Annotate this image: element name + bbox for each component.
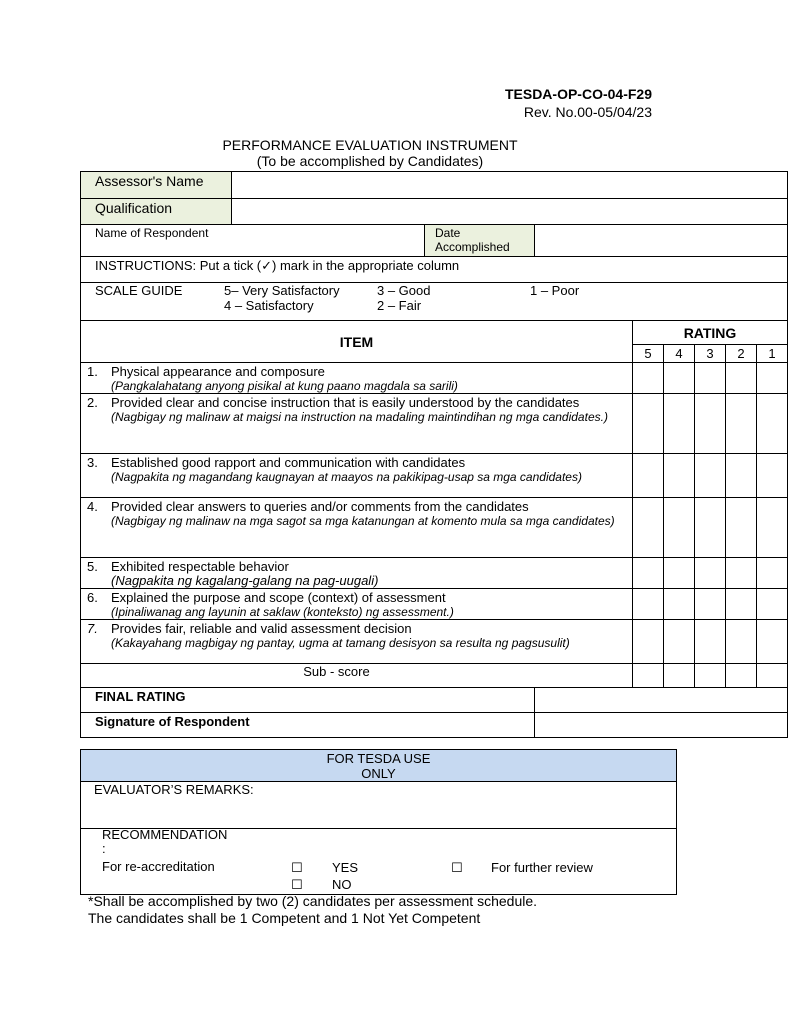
table-row xyxy=(81,363,788,394)
item-cell xyxy=(81,498,633,558)
use-only-line1: FOR TESDA USE xyxy=(326,751,431,766)
item-text: Established good rapport and communication with candidates xyxy=(111,455,466,470)
tesda-use-only-header xyxy=(81,750,677,782)
signature-field[interactable] xyxy=(535,713,788,738)
item-translation: (Nagpakita ng kagalang-galang na pag-uugali) xyxy=(111,573,379,588)
rating-header: RATING xyxy=(633,321,788,345)
subscore-label: Sub - score xyxy=(81,664,633,688)
rating-cell-2[interactable] xyxy=(726,620,757,664)
no-checkbox[interactable]: ☐ xyxy=(291,877,303,892)
table-row xyxy=(81,394,788,454)
rating-cell-2[interactable] xyxy=(726,454,757,498)
item-number: 2. xyxy=(87,395,98,410)
rating-cell-2[interactable] xyxy=(726,363,757,394)
item-text: Provided clear answers to queries and/or comments from the candidates xyxy=(111,499,529,514)
date-accomplished-label xyxy=(425,225,535,257)
rating-cell-3[interactable] xyxy=(695,454,726,498)
item-cell xyxy=(81,454,633,498)
item-number: 7. xyxy=(87,621,98,636)
recommendation-section xyxy=(81,829,677,895)
rating-cell-2[interactable] xyxy=(726,558,757,589)
subscore-cell-1[interactable] xyxy=(757,664,788,688)
rating-cell-3[interactable] xyxy=(695,498,726,558)
scale-guide xyxy=(81,283,788,321)
rating-cell-1[interactable] xyxy=(757,394,788,454)
rating-cell-5[interactable] xyxy=(633,498,664,558)
yes-checkbox[interactable]: ☐ xyxy=(291,860,303,875)
rating-cell-5[interactable] xyxy=(633,620,664,664)
item-text: Provides fair, reliable and valid assessment decision xyxy=(111,621,412,636)
item-number: 4. xyxy=(87,499,98,514)
rating-cell-1[interactable] xyxy=(757,589,788,620)
rating-cell-4[interactable] xyxy=(664,498,695,558)
table-row xyxy=(81,620,788,664)
rating-cell-1[interactable] xyxy=(757,363,788,394)
rating-col-3: 3 xyxy=(695,345,726,363)
date-label-line2: Accomplished xyxy=(435,240,510,254)
rating-cell-5[interactable] xyxy=(633,454,664,498)
rating-cell-2[interactable] xyxy=(726,498,757,558)
signature-label: Signature of Respondent xyxy=(81,713,535,738)
recommendation-colon: : xyxy=(102,841,106,856)
evaluator-remarks-label: EVALUATOR’S REMARKS: xyxy=(94,782,254,797)
final-rating-field[interactable] xyxy=(535,688,788,713)
rating-cell-4[interactable] xyxy=(664,620,695,664)
item-header: ITEM xyxy=(81,321,633,363)
reaccreditation-label: For re-accreditation xyxy=(102,859,215,874)
rating-cell-5[interactable] xyxy=(633,363,664,394)
table-row xyxy=(81,498,788,558)
footer-note-2: The candidates shall be 1 Competent and 1 Not Yet Competent xyxy=(88,910,481,926)
no-label: NO xyxy=(332,877,352,892)
item-number: 6. xyxy=(87,590,98,605)
item-translation: (Nagpakita ng magandang kaugnayan at maayos na pakikipag-usap sa mga candidates) xyxy=(111,470,582,484)
item-cell xyxy=(81,558,633,589)
rating-cell-2[interactable] xyxy=(726,589,757,620)
scale-2: 2 – Fair xyxy=(377,298,422,313)
rating-cell-5[interactable] xyxy=(633,394,664,454)
item-translation: (Nagbigay ng malinaw at maigsi na instruction na madaling maintindihan ng mga candidates.) xyxy=(111,410,608,424)
assessor-name-field[interactable] xyxy=(232,172,788,199)
rating-col-2: 2 xyxy=(726,345,757,363)
scale-5: 5– Very Satisfactory xyxy=(224,283,340,298)
rating-cell-3[interactable] xyxy=(695,363,726,394)
item-translation: (Nagbigay ng malinaw na mga sagot sa mga katanungan at komento mula sa mga candidates) xyxy=(111,514,615,528)
item-number: 5. xyxy=(87,559,98,574)
item-cell xyxy=(81,589,633,620)
use-only-line2: ONLY xyxy=(361,766,396,781)
subscore-cell-2[interactable] xyxy=(726,664,757,688)
rating-cell-1[interactable] xyxy=(757,558,788,589)
rating-cell-3[interactable] xyxy=(695,589,726,620)
respondent-name-cell[interactable] xyxy=(81,225,425,257)
title-line: PERFORMANCE EVALUATION INSTRUMENT xyxy=(222,137,518,153)
item-cell xyxy=(81,620,633,664)
assessor-name-label: Assessor's Name xyxy=(81,172,232,199)
subscore-row xyxy=(81,664,788,688)
document-title xyxy=(80,137,660,169)
further-review-label: For further review xyxy=(491,860,593,875)
item-translation: (Ipinaliwanag ang layunin at saklaw (konteksto) ng assessment.) xyxy=(111,605,454,619)
scale-3: 3 – Good xyxy=(377,283,431,298)
item-cell xyxy=(81,394,633,454)
rating-cell-1[interactable] xyxy=(757,620,788,664)
scale-label: SCALE GUIDE xyxy=(95,283,183,298)
subscore-cell-5[interactable] xyxy=(633,664,664,688)
rating-cell-4[interactable] xyxy=(664,394,695,454)
rating-col-1: 1 xyxy=(757,345,788,363)
item-text: Physical appearance and composure xyxy=(111,364,325,379)
date-label-line1: Date xyxy=(435,226,461,240)
rating-cell-4[interactable] xyxy=(664,558,695,589)
revision-number: Rev. No.00-05/04/23 xyxy=(523,104,652,120)
table-row xyxy=(81,454,788,498)
rating-cell-3[interactable] xyxy=(695,620,726,664)
rating-cell-3[interactable] xyxy=(695,558,726,589)
rating-cell-4[interactable] xyxy=(664,363,695,394)
qualification-field[interactable] xyxy=(232,199,788,225)
rating-col-4: 4 xyxy=(664,345,695,363)
rating-cell-5[interactable] xyxy=(633,558,664,589)
item-translation: (Pangkalahatang anyong pisikal at kung paano magdala sa sarili) xyxy=(111,379,458,393)
respondent-name-label: Name of Respondent xyxy=(95,226,209,240)
further-review-checkbox[interactable]: ☐ xyxy=(451,860,463,875)
table-row xyxy=(81,558,788,589)
evaluation-table xyxy=(80,171,788,738)
scale-4: 4 – Satisfactory xyxy=(224,298,314,313)
rating-cell-4[interactable] xyxy=(664,454,695,498)
scale-1: 1 – Poor xyxy=(530,283,580,298)
footer-note-1: *Shall be accomplished by two (2) candidates per assessment schedule. xyxy=(88,893,538,909)
item-cell xyxy=(81,363,633,394)
rating-cell-1[interactable] xyxy=(757,498,788,558)
item-text: Provided clear and concise instruction that is easily understood by the candidates xyxy=(111,395,580,410)
item-translation: (Kakayahang magbigay ng pantay, ugma at tamang desisyon sa resulta ng pagsusulit) xyxy=(111,636,570,650)
yes-label: YES xyxy=(332,860,359,875)
final-rating-label: FINAL RATING xyxy=(81,688,535,713)
form-code: TESDA-OP-CO-04-F29 xyxy=(504,86,652,102)
tesda-use-table xyxy=(80,749,677,895)
item-number: 1. xyxy=(87,364,98,379)
date-accomplished-field[interactable] xyxy=(535,225,788,257)
item-text: Exhibited respectable behavior xyxy=(111,559,289,574)
rating-cell-3[interactable] xyxy=(695,394,726,454)
subscore-cell-4[interactable] xyxy=(664,664,695,688)
rating-cell-4[interactable] xyxy=(664,589,695,620)
subscore-cell-3[interactable] xyxy=(695,664,726,688)
rating-cell-1[interactable] xyxy=(757,454,788,498)
rating-cell-2[interactable] xyxy=(726,394,757,454)
item-text: Explained the purpose and scope (context) of assessment xyxy=(111,590,446,605)
recommendation-label: RECOMMENDATION xyxy=(102,827,228,842)
evaluator-remarks-field[interactable] xyxy=(81,782,677,829)
item-number: 3. xyxy=(87,455,98,470)
rating-col-5: 5 xyxy=(633,345,664,363)
table-row xyxy=(81,589,788,620)
subtitle-line: (To be accomplished by Candidates) xyxy=(256,153,484,169)
instructions: INSTRUCTIONS: Put a tick (✓) mark in the appropriate column xyxy=(81,257,788,283)
qualification-label: Qualification xyxy=(81,199,232,225)
rating-cell-5[interactable] xyxy=(633,589,664,620)
